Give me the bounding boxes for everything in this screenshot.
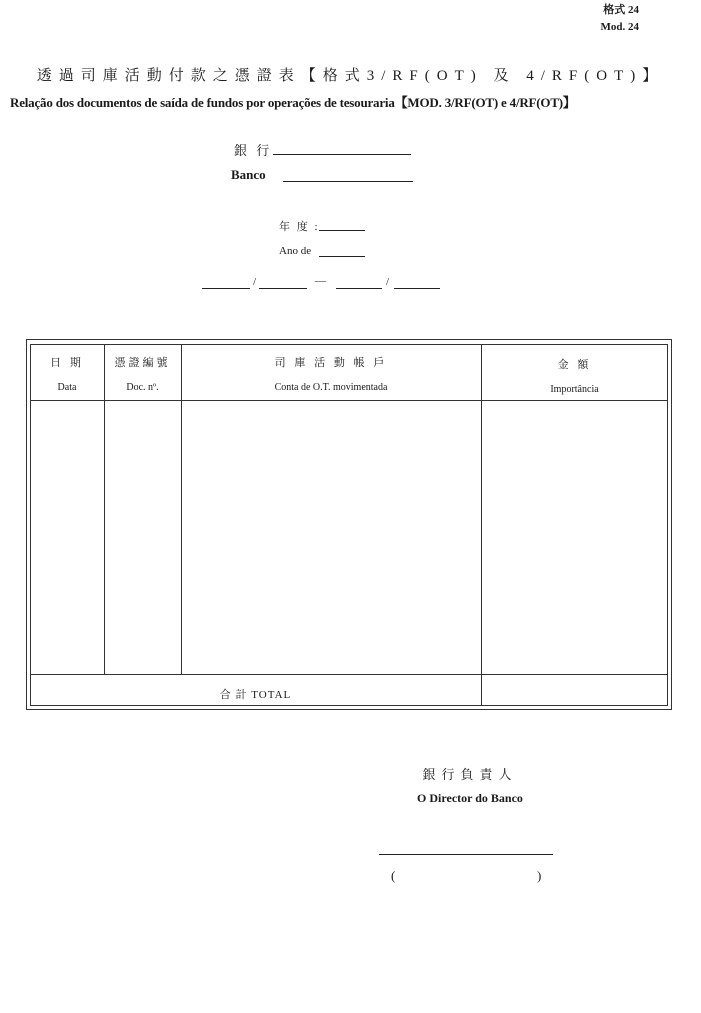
title-chinese: 透過司庫活動付款之憑證表【格式3/RF(OT) 及 4/RF(OT)】	[36, 68, 665, 84]
signature-name-field[interactable]	[400, 866, 532, 884]
year-line-zh[interactable]	[319, 230, 365, 231]
period-slash-2: /	[386, 276, 390, 288]
title-portuguese: Relação dos documentos de saída de fundos por operações de tesouraria【MOD. 3/RF(OT) e 4/RF(OT)】	[10, 95, 576, 110]
period-start-month-line[interactable]	[259, 288, 307, 289]
year-line-pt[interactable]	[319, 256, 365, 257]
period-slash-1: /	[253, 276, 257, 288]
total-amount-cell[interactable]	[482, 675, 667, 705]
column-header-doc	[104, 354, 181, 393]
column-header-doc-pt: Doc. nº.	[126, 382, 159, 393]
column-header-date-zh: 日 期	[50, 357, 84, 369]
signature-title-pt: O Director do Banco	[417, 791, 523, 805]
column-header-doc-zh: 憑證編號	[114, 357, 171, 369]
column-header-amount-pt: Importância	[550, 384, 599, 395]
amount-entries-cell[interactable]	[482, 401, 667, 673]
column-header-amount	[481, 356, 668, 395]
form-code-pt: Mod. 24	[600, 21, 639, 33]
column-header-account	[181, 354, 481, 393]
bank-label-zh: 銀 行	[234, 143, 273, 158]
doc-entries-cell[interactable]	[105, 401, 180, 673]
form-code	[601, 2, 640, 36]
date-entries-cell[interactable]	[31, 401, 103, 673]
column-header-account-zh: 司 庫 活 動 帳 戶	[274, 357, 388, 369]
column-header-date-pt: Data	[57, 382, 77, 393]
column-header-date	[30, 354, 104, 393]
signature-title-zh: 銀行負責人	[422, 767, 518, 782]
column-header-amount-zh: 金 額	[557, 359, 592, 371]
signature-paren-close: )	[537, 868, 542, 883]
year-label-pt: Ano de	[279, 245, 312, 257]
bank-line-zh[interactable]	[273, 154, 411, 155]
period-end-day-line[interactable]	[336, 288, 382, 289]
year-label-zh: 年 度 :	[279, 221, 320, 233]
bank-label-pt: Banco	[231, 167, 266, 182]
total-label: 合 計 TOTAL	[219, 689, 292, 701]
form-code-zh: 格式 24	[603, 4, 639, 16]
signature-paren-open: (	[391, 868, 396, 883]
account-entries-cell[interactable]	[182, 401, 480, 673]
bank-line-pt[interactable]	[283, 181, 413, 182]
period-end-month-line[interactable]	[394, 288, 440, 289]
period-start-day-line[interactable]	[202, 288, 250, 289]
column-header-account-pt: Conta de O.T. movimentada	[274, 382, 388, 393]
period-dash: —	[315, 275, 326, 287]
signature-line[interactable]	[379, 854, 553, 855]
